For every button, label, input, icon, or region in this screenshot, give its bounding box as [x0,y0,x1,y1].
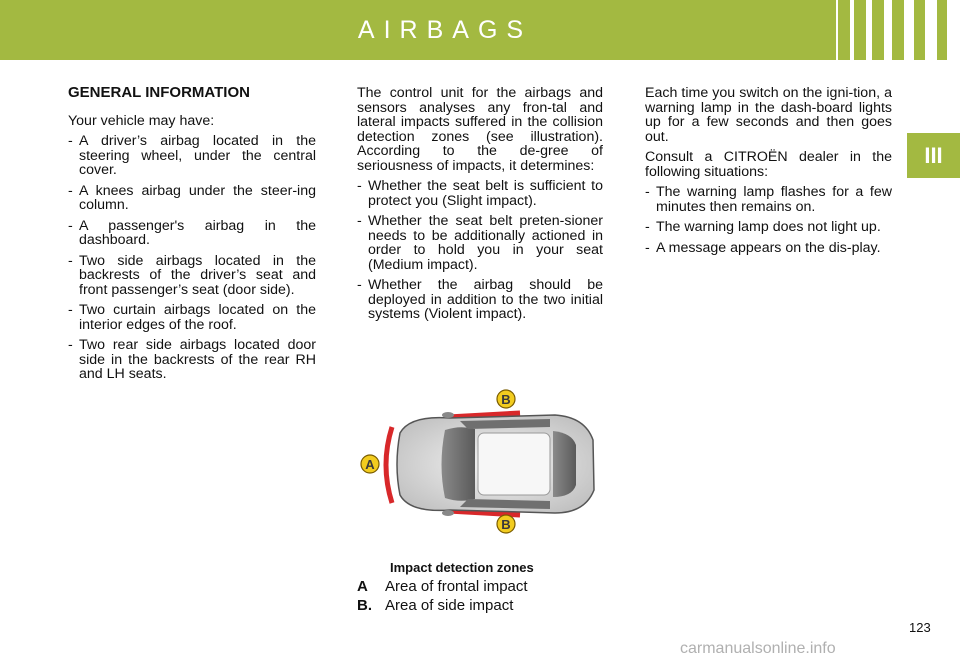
badge-b-bottom [497,515,515,533]
windshield [442,427,476,501]
mirror-icon [442,510,454,516]
header-stripes [836,0,960,60]
badge-b-top [497,390,515,408]
legend-text: Area of frontal impact [385,578,528,595]
situation-list [645,185,892,255]
car-top-view [350,385,610,540]
mirror-icon [442,412,454,418]
section-heading: GENERAL INFORMATION [68,84,250,101]
impact-zones-illustration [350,385,610,540]
page-title: AIRBAGS [357,16,533,44]
control-unit-column [357,86,603,328]
dealer-text: Consult a CITROËN dealer in the following situations: [645,149,892,180]
list-item: - The warning lamp flashes for a few minutes then remains on. [645,185,892,214]
list-item: - Whether the seat belt preten-sioner needs to be additionally actioned in order to hold you in your seat (Medium impact). [357,214,603,272]
list-item: - Two rear side airbags located door side in the backrests of the rear RH and LH seats. [68,338,316,382]
list-item: - A knees airbag under the steer-ing column. [68,184,316,213]
rear-window [553,431,576,497]
legend-item-a [357,578,528,595]
figure-caption: Impact detection zones [390,560,534,575]
page-number: 123 [909,620,931,635]
badge-a [361,455,379,473]
page-header [0,0,960,60]
svg-text:B: B [501,392,511,407]
list-item: - A passenger's airbag in the dashboard. [68,219,316,248]
legend-text: Area of side impact [385,597,514,614]
legend-key: B. [357,597,372,614]
impact-list [357,179,603,322]
list-item: - The warning lamp does not light up. [645,220,892,235]
legend-item-b [357,597,513,614]
list-item: - A message appears on the dis-play. [645,241,892,256]
intro-text: Your vehicle may have: [68,112,215,129]
general-info-column [68,86,316,388]
legend-key: A [357,578,368,595]
list-item: - Two side airbags located in the backrests of the driver’s seat and front passenger’s seat (door side). [68,254,316,298]
watermark: carmanualsonline.info [680,640,836,657]
warning-lamp-text: Each time you switch on the igni-tion, a warning lamp in the dash-board lights up for a few seconds and then goes out. [645,85,892,145]
chapter-tab: III [907,133,960,178]
list-item: - A driver’s airbag located in the steering wheel, under the central cover. [68,134,316,178]
list-item: - Whether the airbag should be deployed in addition to the two initial systems (Violent impact). [357,278,603,322]
warning-lamp-column [645,86,892,261]
control-unit-text: The control unit for the airbags and sensors analyses any fron-tal and lateral impacts suffered in the collision detection zones (see illustration). According to the de-gree of seriousness of impacts, it determines: [357,85,603,174]
svg-text:A: A [365,457,375,472]
list-item: - Whether the seat belt is sufficient to protect you (Slight impact). [357,179,603,208]
svg-text:B: B [501,517,511,532]
list-item: - Two curtain airbags located on the interior edges of the roof. [68,303,316,332]
car-roof [478,433,550,495]
airbag-list [68,134,316,382]
frontal-impact-zone [386,427,392,503]
